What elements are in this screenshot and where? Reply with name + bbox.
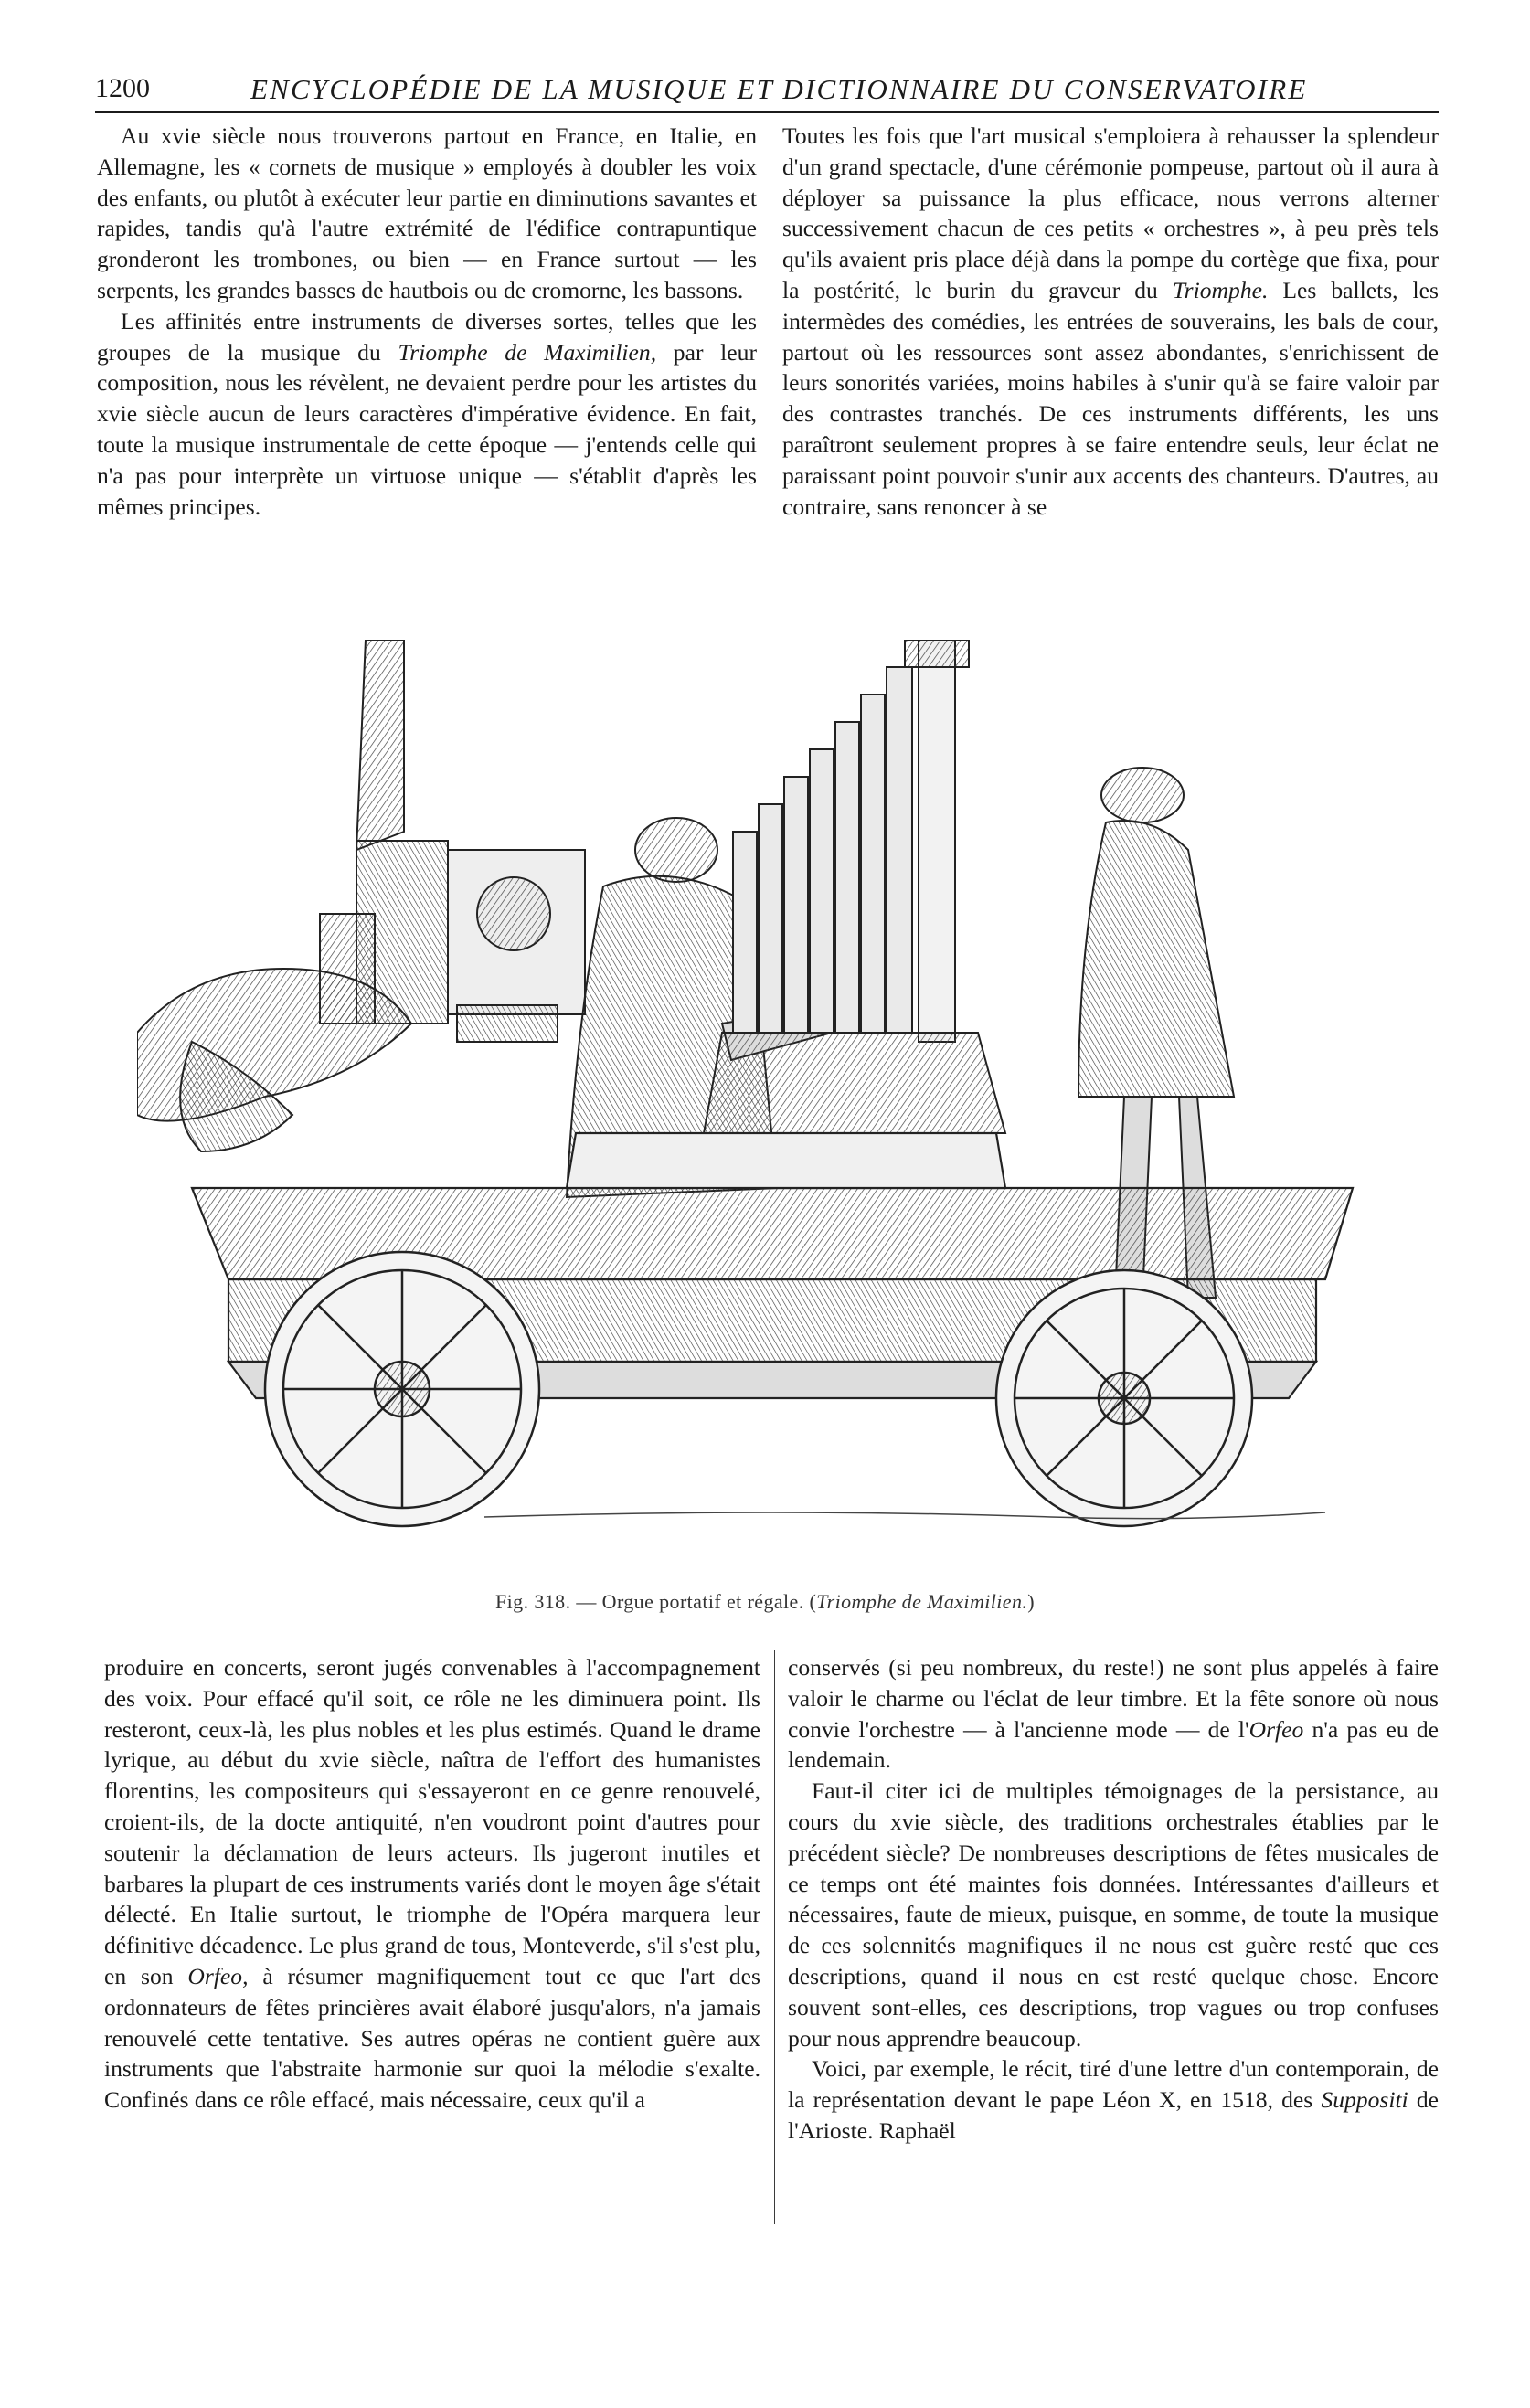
running-title: ENCYCLOPÉDIE DE LA MUSIQUE ET DICTIONNAIRE DU CONSERVATOIRE [250,73,1308,105]
text-run: conservés (si peu nombreux, du reste!) ne sont plus appelés à faire valoir le charme ou l'éclat de leur timbre. Et la fête sonore où nous convie l'orchestre — à l'ancienne mode — de l' [788,1654,1439,1743]
figure-caption [0,1590,1530,1614]
text-run: Toutes les fois que l'art musical s'emploiera à rehausser la splendeur d'un grand spectacle, d'une cérémonie pompeuse, partout où il aura à déployer sa puissance la plus efficace, nous verrons alterner successivement chacun de ces petits « orchestres », à peu près tels qu'ils avaient pris place déjà dans la pompe du cortège que fixa, pour la postérité, le burin du graveur du [782,122,1439,303]
paragraph [788,1652,1439,1776]
organ-wagon-illustration [137,640,1408,1581]
wagon-wheel-right [996,1270,1252,1526]
italic-title: Orfeo [1248,1715,1304,1743]
column-top-left [97,121,757,522]
paragraph: Faut-il citer ici de multiples témoignages de la persistance, au cours du xvie siècle, des traditions orchestrales établies par le précédent siècle? De nombreuses descriptions de fêtes musicales de ce temps ont été maintes fois données. Intéressantes d'ailleurs et nécessaires, faute de mieux, puisque, en somme, de toute la musique de ces solennités magnifiques il ne nous est guère resté que ces descriptions, quand il nous en est resté quelque chose. Encore souvent sont-elles, ces descriptions, trop vagues ou trop confuses pour nous apprendre beaucoup. [788,1777,1439,2052]
text-run: Les ballets, les intermèdes des comédies, les entrées de souverains, les bals de cour, partout où les ressources sont assez abondantes, s'enrichissent de leurs sonorités variées, moins habiles à s'unir qu'à se faire valoir par des contrastes tranchés. De ces instruments différents, les uns paraîtront seulement propres à se faire entendre seuls, leur éclat ne paraissant point pouvoir s'unir aux accents des chanteurs. D'autres, au contraire, sans renoncer à se [782,276,1439,520]
portative-organ [704,640,1005,1133]
page-number: 1200 [95,73,150,103]
column-divider [774,1650,775,2224]
running-head [95,71,1439,111]
header-rule [95,111,1439,113]
column-bottom-right [788,1652,1439,2147]
ground-line [484,1512,1325,1519]
caption-end: ) [1027,1590,1035,1613]
column-top-right [782,121,1439,522]
caption-source: Triomphe de Maximilien. [816,1590,1028,1613]
paragraph: Au xvie siècle nous trouverons partout en France, en Italie, en Allemagne, les « cornets de musique » employés à doubler les voix des enfants, ou plutôt à exécuter leur partie en diminutions savantes et rapides, tandis qu'à l'autre extrémité de l'édifice contrapuntique gronderont les trombones, ou bien — en France surtout — les serpents, les grandes basses de hautbois ou de cromorne, les bassons. [97,122,757,303]
caption-label: Fig. 318. — Orgue portatif et régale. ( [495,1590,817,1613]
ornament [137,969,411,1151]
text-run: par leur composition, nous les révèlent, ne devaient perdre pour les artistes du xvie siècle aucun de leurs caractères d'impérative évidence. En fait, toute la musique instrumentale de cette époque — j'entends celle qui n'a pas pour interprète un virtuose unique — s'établit d'après les mêmes principes. [97,338,757,520]
text-run: n'a pas eu de lendemain. [788,1715,1439,1774]
figure-engraving [137,640,1408,1581]
text-run: Les affinités entre instruments de diverses sortes, telles que les groupes de la musique du [97,307,757,366]
paragraph [104,1652,760,2116]
italic-title: Suppositi [1321,2086,1408,2114]
paragraph [782,121,1439,522]
italic-title: Triomphe de Maximilien, [398,338,657,366]
italic-title: Orfeo, [187,1962,249,1989]
text-run: de l'Arioste. Raphaël [788,2086,1439,2144]
paragraph [97,306,757,523]
text-run: Voici, par exemple, le récit, tiré d'une lettre d'un contemporain, de la représentation devant le pape Léon X, en 1518, des [788,2055,1439,2114]
paragraph [788,2053,1439,2146]
wagon-wheel-left [265,1252,539,1526]
italic-title: Triomphe. [1172,276,1269,303]
text-run: à résumer magnifiquement tout ce que l'art des ordonnateurs de fêtes princières avait élaboré jusqu'alors, n'a jamais renouvelé cette tentative. Ses autres opéras ne contient guère aux instruments que l'abstraite harmonie sur quoi la mélodie s'exalte. Confinés dans ce rôle effacé, mais nécessaire, ceux qu'il a [104,1962,760,2114]
text-run: produire en concerts, seront jugés convenables à l'accompagnement des voix. Pour effacé qu'il soit, ce rôle ne les diminuera point. Ils resteront, ceux-là, les plus nobles et les plus estimés. Quand le drame lyrique, au début du xvie siècle, naîtra de l'effort des humanistes florentins, les compositeurs qui s'essayeront en ce genre renouvelé, croient-ils, de la docte antiquité, n'en voudront point d'autres pour soutenir la déclamation de leurs acteurs. Ils jugeront inutiles et barbares la plupart de ces instruments variés dont le moyen âge s'était délecté. En Italie surtout, le triomphe de l'Opéra marquera leur définitive décadence. Le plus grand de tous, Monteverde, s'il s'est plu, en son [104,1654,760,1989]
column-bottom-left [104,1652,760,2116]
